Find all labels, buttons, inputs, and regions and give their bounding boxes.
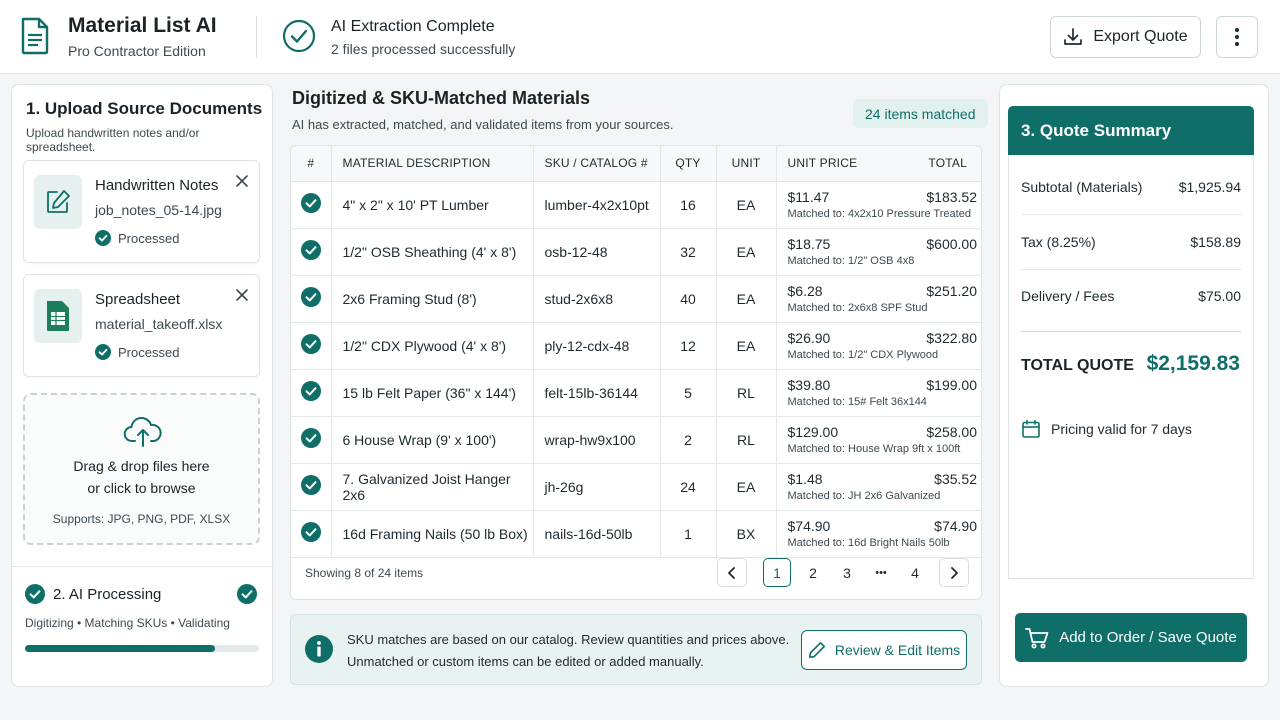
cell-price-total: [776, 369, 982, 416]
dropzone-line1: Drag & drop files here: [73, 458, 210, 474]
tax-label: Tax (8.25%): [1021, 234, 1096, 250]
column-header-unit: UNIT: [716, 146, 776, 181]
cell-qty: 1: [660, 510, 716, 557]
cell-match-note: Matched to: 1/2" OSB 4x8: [787, 255, 915, 267]
cell-match-note: Matched to: 1/2" CDX Plywood: [787, 349, 939, 361]
cell-total: $251.20: [926, 283, 977, 299]
column-header-price-total: [776, 146, 982, 181]
delivery-label: Delivery / Fees: [1021, 288, 1115, 304]
quote-summary-body: [1008, 155, 1254, 579]
page-2-button[interactable]: 2: [809, 564, 817, 581]
pencil-icon: [808, 641, 826, 659]
check-circle-icon: [282, 19, 316, 53]
cell-sku: lumber-4x2x10pt: [533, 181, 660, 228]
subtotal-value: $1,925.94: [1178, 179, 1241, 195]
quote-summary-title: 3. Quote Summary: [1008, 106, 1254, 155]
cart-icon: [1025, 627, 1049, 649]
tax-value: $158.89: [1190, 234, 1241, 250]
cell-match-note: Matched to: 2x6x8 SPF Stud: [787, 302, 928, 314]
cell-match-note: Matched to: 16d Bright Nails 50lb: [787, 537, 950, 549]
pricing-valid-note: [1021, 419, 1192, 439]
chevron-right-icon: [949, 567, 959, 579]
cell-match-note: Matched to: 4x2x10 Pressure Treated: [787, 208, 971, 220]
file-filename: job_notes_05-14.jpg: [95, 202, 222, 218]
table-header-row: [291, 146, 982, 181]
file-status: [95, 344, 179, 360]
add-to-order-label: Add to Order / Save Quote: [1059, 629, 1237, 646]
file-name: Handwritten Notes: [95, 177, 219, 194]
cell-description: 7. Galvanized Joist Hanger 2x6: [331, 463, 533, 510]
cell-match-note: Matched to: House Wrap 9ft x 100ft: [787, 443, 961, 455]
cell-description: 16d Framing Nails (50 lb Box): [331, 510, 533, 557]
cell-total: $322.80: [926, 330, 977, 346]
cell-description: 15 lb Felt Paper (36" x 144'): [331, 369, 533, 416]
app-title: Material List AI: [68, 14, 217, 37]
page-3-button[interactable]: 3: [843, 564, 851, 581]
chevron-left-icon: [727, 567, 737, 579]
cell-price-total: [776, 463, 982, 510]
upload-title: 1. Upload Source Documents: [26, 99, 263, 118]
upload-panel: [11, 84, 273, 687]
row-status: [291, 416, 331, 463]
file-icon-box: [34, 175, 82, 229]
cell-total: $183.52: [926, 189, 977, 205]
cell-unit: EA: [716, 181, 776, 228]
app-header: [0, 0, 1280, 74]
table-row[interactable]: [291, 416, 982, 463]
cell-qty: 2: [660, 416, 716, 463]
table-row[interactable]: [291, 463, 982, 510]
delivery-value: $75.00: [1198, 288, 1241, 304]
pencil-note-icon: [44, 188, 72, 216]
file-status-label: Processed: [118, 230, 180, 246]
pagination: [717, 558, 969, 587]
more-options-button[interactable]: [1216, 16, 1258, 58]
document-icon: [20, 17, 50, 55]
check-badge-icon: [301, 240, 321, 260]
cell-total: $35.52: [934, 471, 977, 487]
cell-unit: EA: [716, 228, 776, 275]
cell-price-total: [776, 228, 982, 275]
export-quote-label: Export Quote: [1093, 28, 1188, 45]
materials-table: [290, 145, 982, 600]
check-badge-icon: [237, 584, 257, 604]
dropzone-supports: Supports: JPG, PNG, PDF, XLSX: [52, 512, 231, 526]
column-header-sku: SKU / CATALOG #: [533, 146, 660, 181]
delivery-row: [1021, 288, 1241, 304]
cell-qty: 32: [660, 228, 716, 275]
info-banner: [290, 614, 982, 685]
cell-price-total: [776, 322, 982, 369]
cell-description: 1/2" OSB Sheathing (4' x 8'): [331, 228, 533, 275]
cloud-upload-icon: [123, 415, 163, 447]
cell-sku: nails-16d-50lb: [533, 510, 660, 557]
review-edit-items-button[interactable]: [801, 630, 967, 670]
file-card-handwritten[interactable]: [23, 160, 260, 263]
export-quote-button[interactable]: [1050, 16, 1201, 58]
processing-progress-fill: [25, 645, 215, 652]
cell-total: $74.90: [934, 518, 977, 534]
check-badge-icon: [301, 522, 321, 542]
row-status: [291, 322, 331, 369]
ai-processing-title: 2. AI Processing: [53, 586, 162, 603]
status-title: AI Extraction Complete: [331, 18, 495, 35]
add-to-order-button[interactable]: [1015, 613, 1247, 662]
info-icon: [305, 635, 333, 663]
column-header-qty: QTY: [660, 146, 716, 181]
tax-row: [1021, 234, 1241, 250]
check-badge-icon: [95, 344, 111, 360]
check-badge-icon: [301, 287, 321, 307]
column-header-unit-price: UNIT PRICE: [787, 156, 858, 171]
cell-sku: stud-2x6x8: [533, 275, 660, 322]
cell-match-note: Matched to: 15# Felt 36x144: [787, 396, 927, 408]
check-badge-icon: [301, 475, 321, 495]
check-badge-icon: [301, 334, 321, 354]
table-row[interactable]: [291, 322, 982, 369]
items-matched-badge: 24 items matched: [853, 99, 988, 128]
file-filename: material_takeoff.xlsx: [95, 316, 223, 332]
page-ellipsis: •••: [875, 566, 887, 579]
column-header-index: #: [291, 146, 331, 181]
cell-description: 6 House Wrap (9' x 100'): [331, 416, 533, 463]
download-icon: [1063, 27, 1083, 47]
row-status: [291, 181, 331, 228]
file-status: [95, 230, 179, 246]
ai-processing-subtitle: Digitizing • Matching SKUs • Validating: [25, 616, 230, 630]
review-edit-items-label: Review & Edit Items: [834, 642, 961, 658]
dropzone-line2: or click to browse: [87, 480, 196, 496]
cell-total: $199.00: [926, 377, 977, 393]
table-row[interactable]: [291, 228, 982, 275]
column-header-total: TOTAL: [928, 156, 967, 171]
cell-unit-price: $74.90: [787, 518, 831, 534]
cell-qty: 16: [660, 181, 716, 228]
row-status: [291, 463, 331, 510]
check-badge-icon: [301, 428, 321, 448]
vertical-dots-icon: [1234, 27, 1240, 47]
cell-total: $258.00: [926, 424, 977, 440]
cell-unit: RL: [716, 416, 776, 463]
prev-page-button[interactable]: [717, 558, 747, 587]
info-line-1: SKU matches are based on our catalog. Review quantities and prices above.: [347, 632, 790, 647]
cell-qty: 40: [660, 275, 716, 322]
subtotal-label: Subtotal (Materials): [1021, 179, 1143, 195]
row-status: [291, 275, 331, 322]
file-status-label: Processed: [118, 344, 180, 360]
cell-unit: BX: [716, 510, 776, 557]
table-row[interactable]: [291, 275, 982, 322]
cell-qty: 24: [660, 463, 716, 510]
cell-total: $600.00: [926, 236, 977, 252]
page-1-button[interactable]: 1: [763, 558, 791, 587]
cell-unit-price: $39.80: [787, 377, 831, 393]
materials-title: Digitized & SKU-Matched Materials: [292, 88, 591, 108]
cell-price-total: [776, 181, 982, 228]
check-badge-icon: [25, 584, 45, 604]
next-page-button[interactable]: [939, 558, 969, 587]
calendar-icon: [1021, 419, 1041, 439]
pricing-valid-label: Pricing valid for 7 days: [1051, 421, 1192, 437]
cell-sku: ply-12-cdx-48: [533, 322, 660, 369]
cell-unit-price: $6.28: [787, 283, 823, 299]
cell-match-note: Matched to: JH 2x6 Galvanized: [787, 490, 941, 502]
quote-summary-panel: [999, 84, 1269, 687]
info-line-2: Unmatched or custom items can be edited or added manually.: [347, 654, 704, 669]
cell-price-total: [776, 275, 982, 322]
file-icon-box: [34, 289, 82, 343]
check-badge-icon: [301, 381, 321, 401]
cell-description: 1/2" CDX Plywood (4' x 8'): [331, 322, 533, 369]
spreadsheet-icon: [45, 300, 71, 332]
cell-description: 2x6 Framing Stud (8'): [331, 275, 533, 322]
materials-panel: [280, 84, 992, 687]
cell-price-total: [776, 416, 982, 463]
cell-unit-price: $18.75: [787, 236, 831, 252]
cell-sku: wrap-hw9x100: [533, 416, 660, 463]
row-status: [291, 228, 331, 275]
page-4-button[interactable]: 4: [911, 564, 919, 581]
cell-unit: EA: [716, 275, 776, 322]
file-name: Spreadsheet: [95, 291, 181, 308]
cell-unit-price: $11.47: [787, 189, 830, 205]
divider: [1021, 269, 1241, 270]
cell-unit: RL: [716, 369, 776, 416]
cell-unit: EA: [716, 463, 776, 510]
upload-subtitle: Upload handwritten notes and/or spreadsheet.: [26, 126, 200, 154]
row-status: [291, 369, 331, 416]
cell-sku: felt-15lb-36144: [533, 369, 660, 416]
check-badge-icon: [301, 193, 321, 213]
cell-sku: osb-12-48: [533, 228, 660, 275]
status-subtitle: 2 files processed successfully: [331, 41, 516, 57]
close-icon[interactable]: [234, 287, 250, 303]
cell-description: 4" x 2" x 10' PT Lumber: [331, 181, 533, 228]
showing-count: Showing 8 of 24 items: [305, 566, 424, 580]
materials-subtitle: AI has extracted, matched, and validated items from your sources.: [292, 117, 674, 132]
processing-progress-bar: [25, 645, 259, 652]
cell-unit-price: $1.48: [787, 471, 823, 487]
file-dropzone[interactable]: [23, 393, 260, 545]
header-divider: [256, 16, 257, 58]
table-row[interactable]: [291, 181, 982, 228]
file-card-spreadsheet[interactable]: [23, 274, 260, 377]
cell-qty: 5: [660, 369, 716, 416]
cell-unit-price: $26.90: [787, 330, 831, 346]
column-header-description: MATERIAL DESCRIPTION: [331, 146, 533, 181]
total-quote-label: TOTAL QUOTE: [1021, 357, 1134, 374]
table-footer: [291, 549, 981, 599]
cell-sku: jh-26g: [533, 463, 660, 510]
app-subtitle: Pro Contractor Edition: [68, 43, 206, 59]
divider: [1021, 214, 1241, 215]
subtotal-row: [1021, 179, 1241, 195]
cell-unit-price: $129.00: [787, 424, 839, 440]
table-row[interactable]: [291, 369, 982, 416]
cell-qty: 12: [660, 322, 716, 369]
total-quote-value: $2,159.83: [1146, 352, 1240, 375]
check-badge-icon: [95, 230, 111, 246]
ai-processing-section: [12, 566, 274, 686]
divider: [1021, 331, 1241, 332]
close-icon[interactable]: [234, 173, 250, 189]
cell-unit: EA: [716, 322, 776, 369]
